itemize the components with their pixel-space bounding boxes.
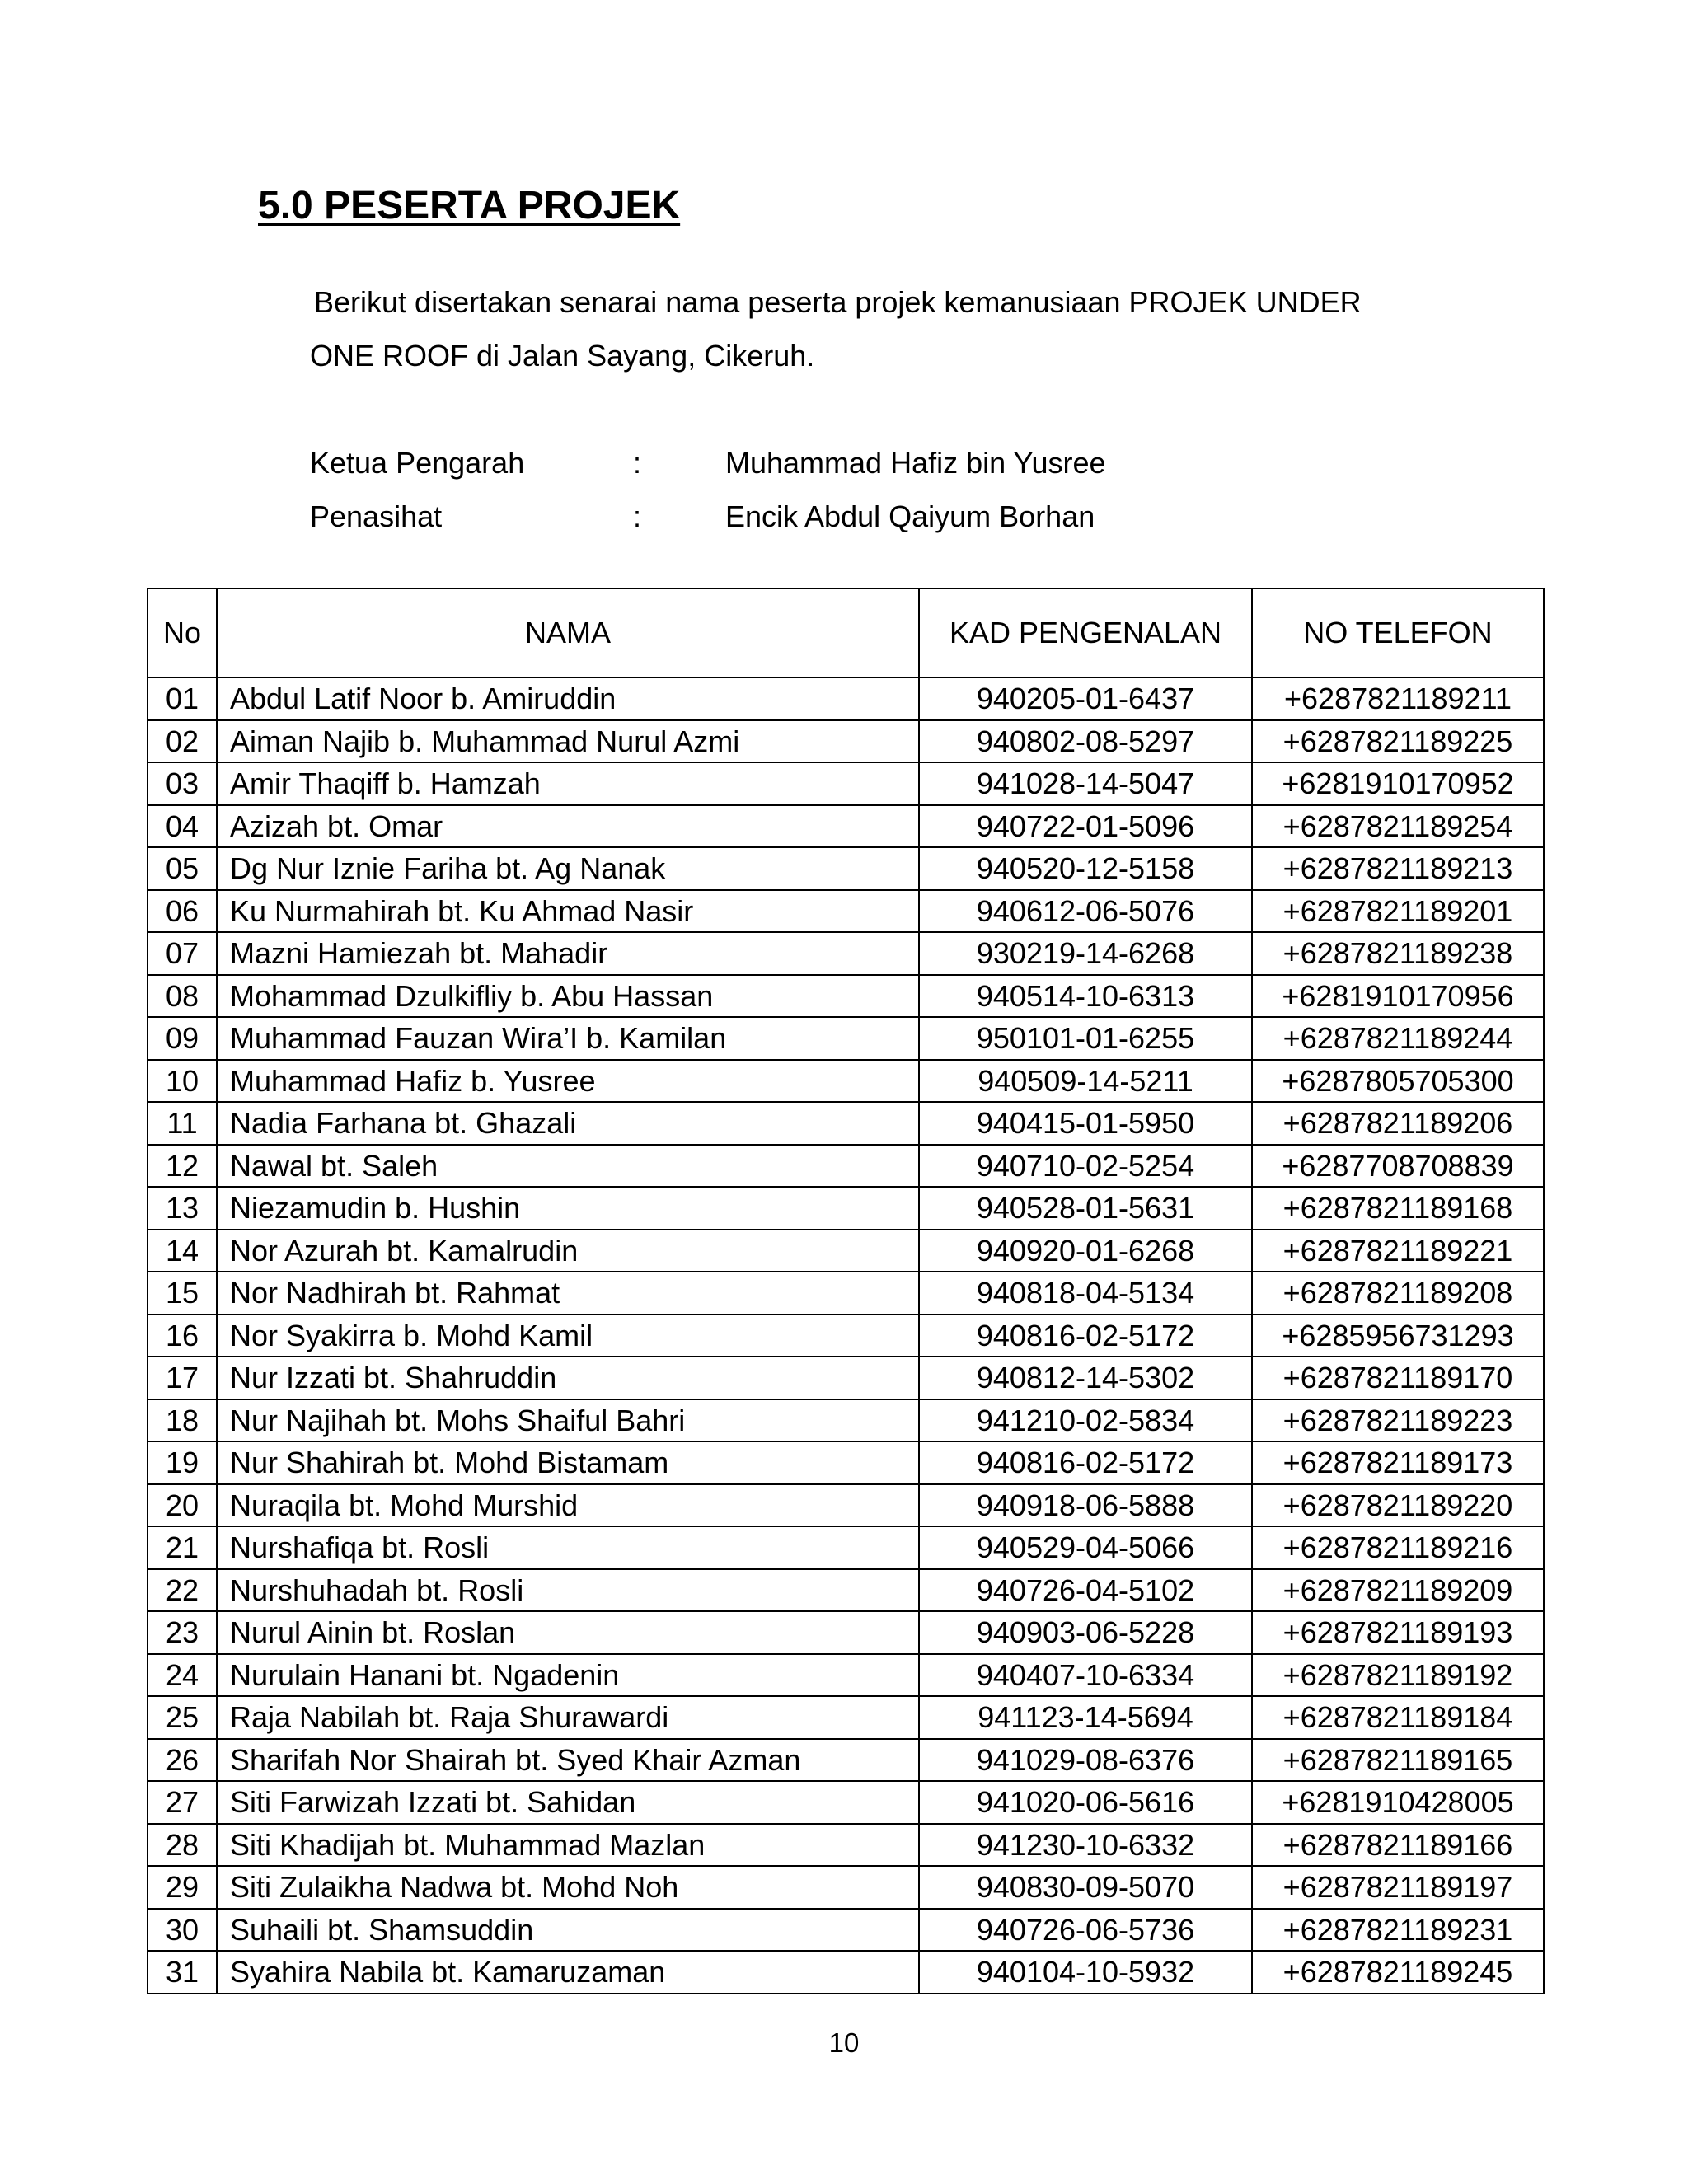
cell-kad-pengenalan: 941230-10-6332 [919,1824,1252,1867]
cell-no: 16 [148,1315,217,1357]
info-value: Encik Abdul Qaiyum Borhan [725,499,1095,533]
table-row [148,1696,1544,1739]
info-colon: : [633,446,642,480]
cell-nama: Nor Syakirra b. Mohd Kamil [217,1315,919,1357]
cell-no-telefon: +6287821189231 [1252,1909,1544,1952]
cell-no: 18 [148,1399,217,1442]
cell-no: 26 [148,1739,217,1782]
cell-nama: Nurul Ainin bt. Roslan [217,1611,919,1654]
table-row [148,1315,1544,1357]
table-row [148,677,1544,720]
cell-nama: Nurulain Hanani bt. Ngadenin [217,1654,919,1697]
cell-kad-pengenalan: 940726-04-5102 [919,1569,1252,1612]
cell-kad-pengenalan: 940407-10-6334 [919,1654,1252,1697]
cell-nama: Siti Zulaikha Nadwa bt. Mohd Noh [217,1866,919,1909]
cell-kad-pengenalan: 940514-10-6313 [919,975,1252,1018]
cell-nama: Mohammad Dzulkifliy b. Abu Hassan [217,975,919,1018]
cell-nama: Suhaili bt. Shamsuddin [217,1909,919,1952]
table-row [148,1145,1544,1188]
cell-nama: Nurshafiqa bt. Rosli [217,1526,919,1569]
cell-no-telefon: +6287821189238 [1252,932,1544,975]
cell-nama: Mazni Hamiezah bt. Mahadir [217,932,919,975]
cell-no-telefon: +6287805705300 [1252,1060,1544,1103]
cell-kad-pengenalan: 940920-01-6268 [919,1230,1252,1272]
cell-nama: Azizah bt. Omar [217,805,919,848]
table-row [148,1441,1544,1484]
cell-nama: Siti Farwizah Izzati bt. Sahidan [217,1781,919,1824]
cell-kad-pengenalan: 940104-10-5932 [919,1951,1252,1994]
column-header-no-telefon: NO TELEFON [1252,588,1544,677]
cell-no: 30 [148,1909,217,1952]
cell-kad-pengenalan: 940528-01-5631 [919,1187,1252,1230]
cell-kad-pengenalan: 940802-08-5297 [919,720,1252,763]
table-row [148,890,1544,933]
cell-nama: Ku Nurmahirah bt. Ku Ahmad Nasir [217,890,919,933]
cell-no: 15 [148,1272,217,1315]
intro-line-1: Berikut disertakan senarai nama peserta projek kemanusiaan PROJEK UNDER [314,285,1362,319]
cell-no: 19 [148,1441,217,1484]
table-row [148,1654,1544,1697]
cell-kad-pengenalan: 940816-02-5172 [919,1315,1252,1357]
cell-no-telefon: +6281910170952 [1252,762,1544,805]
table-row [148,1951,1544,1994]
cell-no: 03 [148,762,217,805]
column-header-kad-pengenalan: KAD PENGENALAN [919,588,1252,677]
cell-no-telefon: +6287821189197 [1252,1866,1544,1909]
cell-no: 17 [148,1357,217,1399]
table-row [148,1017,1544,1060]
intro-line-2: ONE ROOF di Jalan Sayang, Cikeruh. [310,339,815,373]
cell-no-telefon: +6287821189245 [1252,1951,1544,1994]
table-row [148,1102,1544,1145]
table-row [148,1824,1544,1867]
table-row [148,1739,1544,1782]
cell-no: 05 [148,847,217,890]
cell-nama: Siti Khadijah bt. Muhammad Mazlan [217,1824,919,1867]
cell-no-telefon: +6287821189192 [1252,1654,1544,1697]
cell-no-telefon: +6287821189209 [1252,1569,1544,1612]
cell-no: 23 [148,1611,217,1654]
cell-nama: Nur Najihah bt. Mohs Shaiful Bahri [217,1399,919,1442]
cell-kad-pengenalan: 940205-01-6437 [919,677,1252,720]
cell-no-telefon: +6287821189201 [1252,890,1544,933]
cell-no: 09 [148,1017,217,1060]
info-label: Ketua Pengarah [310,446,525,480]
table-row [148,847,1544,890]
table-row [148,762,1544,805]
table-row [148,1866,1544,1909]
cell-no: 08 [148,975,217,1018]
cell-kad-pengenalan: 940415-01-5950 [919,1102,1252,1145]
cell-no: 25 [148,1696,217,1739]
cell-kad-pengenalan: 940918-06-5888 [919,1484,1252,1527]
cell-no: 02 [148,720,217,763]
cell-kad-pengenalan: 941028-14-5047 [919,762,1252,805]
cell-nama: Muhammad Hafiz b. Yusree [217,1060,919,1103]
cell-nama: Muhammad Fauzan Wira’I b. Kamilan [217,1017,919,1060]
cell-no: 06 [148,890,217,933]
cell-kad-pengenalan: 941210-02-5834 [919,1399,1252,1442]
cell-nama: Nur Izzati bt. Shahruddin [217,1357,919,1399]
cell-nama: Nadia Farhana bt. Ghazali [217,1102,919,1145]
cell-no-telefon: +6287708708839 [1252,1145,1544,1188]
cell-no-telefon: +6287821189211 [1252,677,1544,720]
cell-no: 01 [148,677,217,720]
cell-no-telefon: +6287821189166 [1252,1824,1544,1867]
cell-no-telefon: +6281910170956 [1252,975,1544,1018]
cell-nama: Nuraqila bt. Mohd Murshid [217,1484,919,1527]
cell-kad-pengenalan: 940816-02-5172 [919,1441,1252,1484]
table-row [148,975,1544,1018]
cell-no-telefon: +6287821189184 [1252,1696,1544,1739]
cell-no: 28 [148,1824,217,1867]
cell-kad-pengenalan: 940722-01-5096 [919,805,1252,848]
cell-kad-pengenalan: 940529-04-5066 [919,1526,1252,1569]
cell-no: 14 [148,1230,217,1272]
cell-nama: Sharifah Nor Shairah bt. Syed Khair Azman [217,1739,919,1782]
cell-nama: Syahira Nabila bt. Kamaruzaman [217,1951,919,1994]
table-row [148,1569,1544,1612]
cell-kad-pengenalan: 950101-01-6255 [919,1017,1252,1060]
cell-kad-pengenalan: 940710-02-5254 [919,1145,1252,1188]
cell-no: 10 [148,1060,217,1103]
cell-no-telefon: +6287821189225 [1252,720,1544,763]
cell-nama: Amir Thaqiff b. Hamzah [217,762,919,805]
table-row [148,1526,1544,1569]
cell-nama: Nurshuhadah bt. Rosli [217,1569,919,1612]
table-header [148,588,1544,677]
cell-kad-pengenalan: 940903-06-5228 [919,1611,1252,1654]
cell-no-telefon: +6287821189244 [1252,1017,1544,1060]
cell-no: 04 [148,805,217,848]
cell-kad-pengenalan: 941123-14-5694 [919,1696,1252,1739]
cell-no: 12 [148,1145,217,1188]
table-row [148,1781,1544,1824]
table-row [148,1230,1544,1272]
cell-kad-pengenalan: 940812-14-5302 [919,1357,1252,1399]
table-row [148,1611,1544,1654]
cell-kad-pengenalan: 940830-09-5070 [919,1866,1252,1909]
table-row [148,1399,1544,1442]
table-row [148,1909,1544,1952]
cell-kad-pengenalan: 940520-12-5158 [919,847,1252,890]
cell-nama: Nawal bt. Saleh [217,1145,919,1188]
cell-no-telefon: +6287821189220 [1252,1484,1544,1527]
info-value: Muhammad Hafiz bin Yusree [725,446,1106,480]
cell-nama: Dg Nur Iznie Fariha bt. Ag Nanak [217,847,919,890]
cell-nama: Aiman Najib b. Muhammad Nurul Azmi [217,720,919,763]
table-row [148,720,1544,763]
cell-kad-pengenalan: 940818-04-5134 [919,1272,1252,1315]
cell-nama: Nur Shahirah bt. Mohd Bistamam [217,1441,919,1484]
table-row [148,1272,1544,1315]
cell-no-telefon: +6285956731293 [1252,1315,1544,1357]
cell-kad-pengenalan: 940612-06-5076 [919,890,1252,933]
table-row [148,1357,1544,1399]
cell-no: 20 [148,1484,217,1527]
cell-no-telefon: +6287821189193 [1252,1611,1544,1654]
section-heading: 5.0 PESERTA PROJEK [258,184,681,227]
cell-no: 31 [148,1951,217,1994]
column-header-nama: NAMA [217,588,919,677]
table-row [148,932,1544,975]
participants-table [147,588,1545,1994]
cell-no: 29 [148,1866,217,1909]
cell-no: 11 [148,1102,217,1145]
cell-no: 13 [148,1187,217,1230]
cell-nama: Niezamudin b. Hushin [217,1187,919,1230]
info-colon: : [633,499,642,533]
table-row [148,1484,1544,1527]
cell-no-telefon: +6287821189221 [1252,1230,1544,1272]
cell-no-telefon: +6287821189223 [1252,1399,1544,1442]
cell-no-telefon: +6287821189254 [1252,805,1544,848]
info-label: Penasihat [310,499,443,533]
cell-kad-pengenalan: 941020-06-5616 [919,1781,1252,1824]
cell-nama: Nor Azurah bt. Kamalrudin [217,1230,919,1272]
cell-kad-pengenalan: 940726-06-5736 [919,1909,1252,1952]
cell-no: 27 [148,1781,217,1824]
cell-no-telefon: +6287821189165 [1252,1739,1544,1782]
table-row [148,1060,1544,1103]
cell-kad-pengenalan: 930219-14-6268 [919,932,1252,975]
cell-no: 07 [148,932,217,975]
cell-no-telefon: +6287821189173 [1252,1441,1544,1484]
column-header-no: No [148,588,217,677]
cell-no: 22 [148,1569,217,1612]
cell-nama: Abdul Latif Noor b. Amiruddin [217,677,919,720]
cell-no-telefon: +6287821189168 [1252,1187,1544,1230]
cell-kad-pengenalan: 940509-14-5211 [919,1060,1252,1103]
cell-nama: Nor Nadhirah bt. Rahmat [217,1272,919,1315]
page-number: 10 [828,2027,860,2058]
table-row [148,805,1544,848]
cell-no-telefon: +6287821189206 [1252,1102,1544,1145]
cell-kad-pengenalan: 941029-08-6376 [919,1739,1252,1782]
cell-nama: Raja Nabilah bt. Raja Shurawardi [217,1696,919,1739]
cell-no-telefon: +6287821189170 [1252,1357,1544,1399]
cell-no-telefon: +6287821189213 [1252,847,1544,890]
cell-no: 24 [148,1654,217,1697]
cell-no-telefon: +6287821189208 [1252,1272,1544,1315]
table-header-row [148,588,1544,677]
cell-no-telefon: +6287821189216 [1252,1526,1544,1569]
cell-no-telefon: +6281910428005 [1252,1781,1544,1824]
table-row [148,1187,1544,1230]
table-body [148,677,1544,1994]
cell-no: 21 [148,1526,217,1569]
